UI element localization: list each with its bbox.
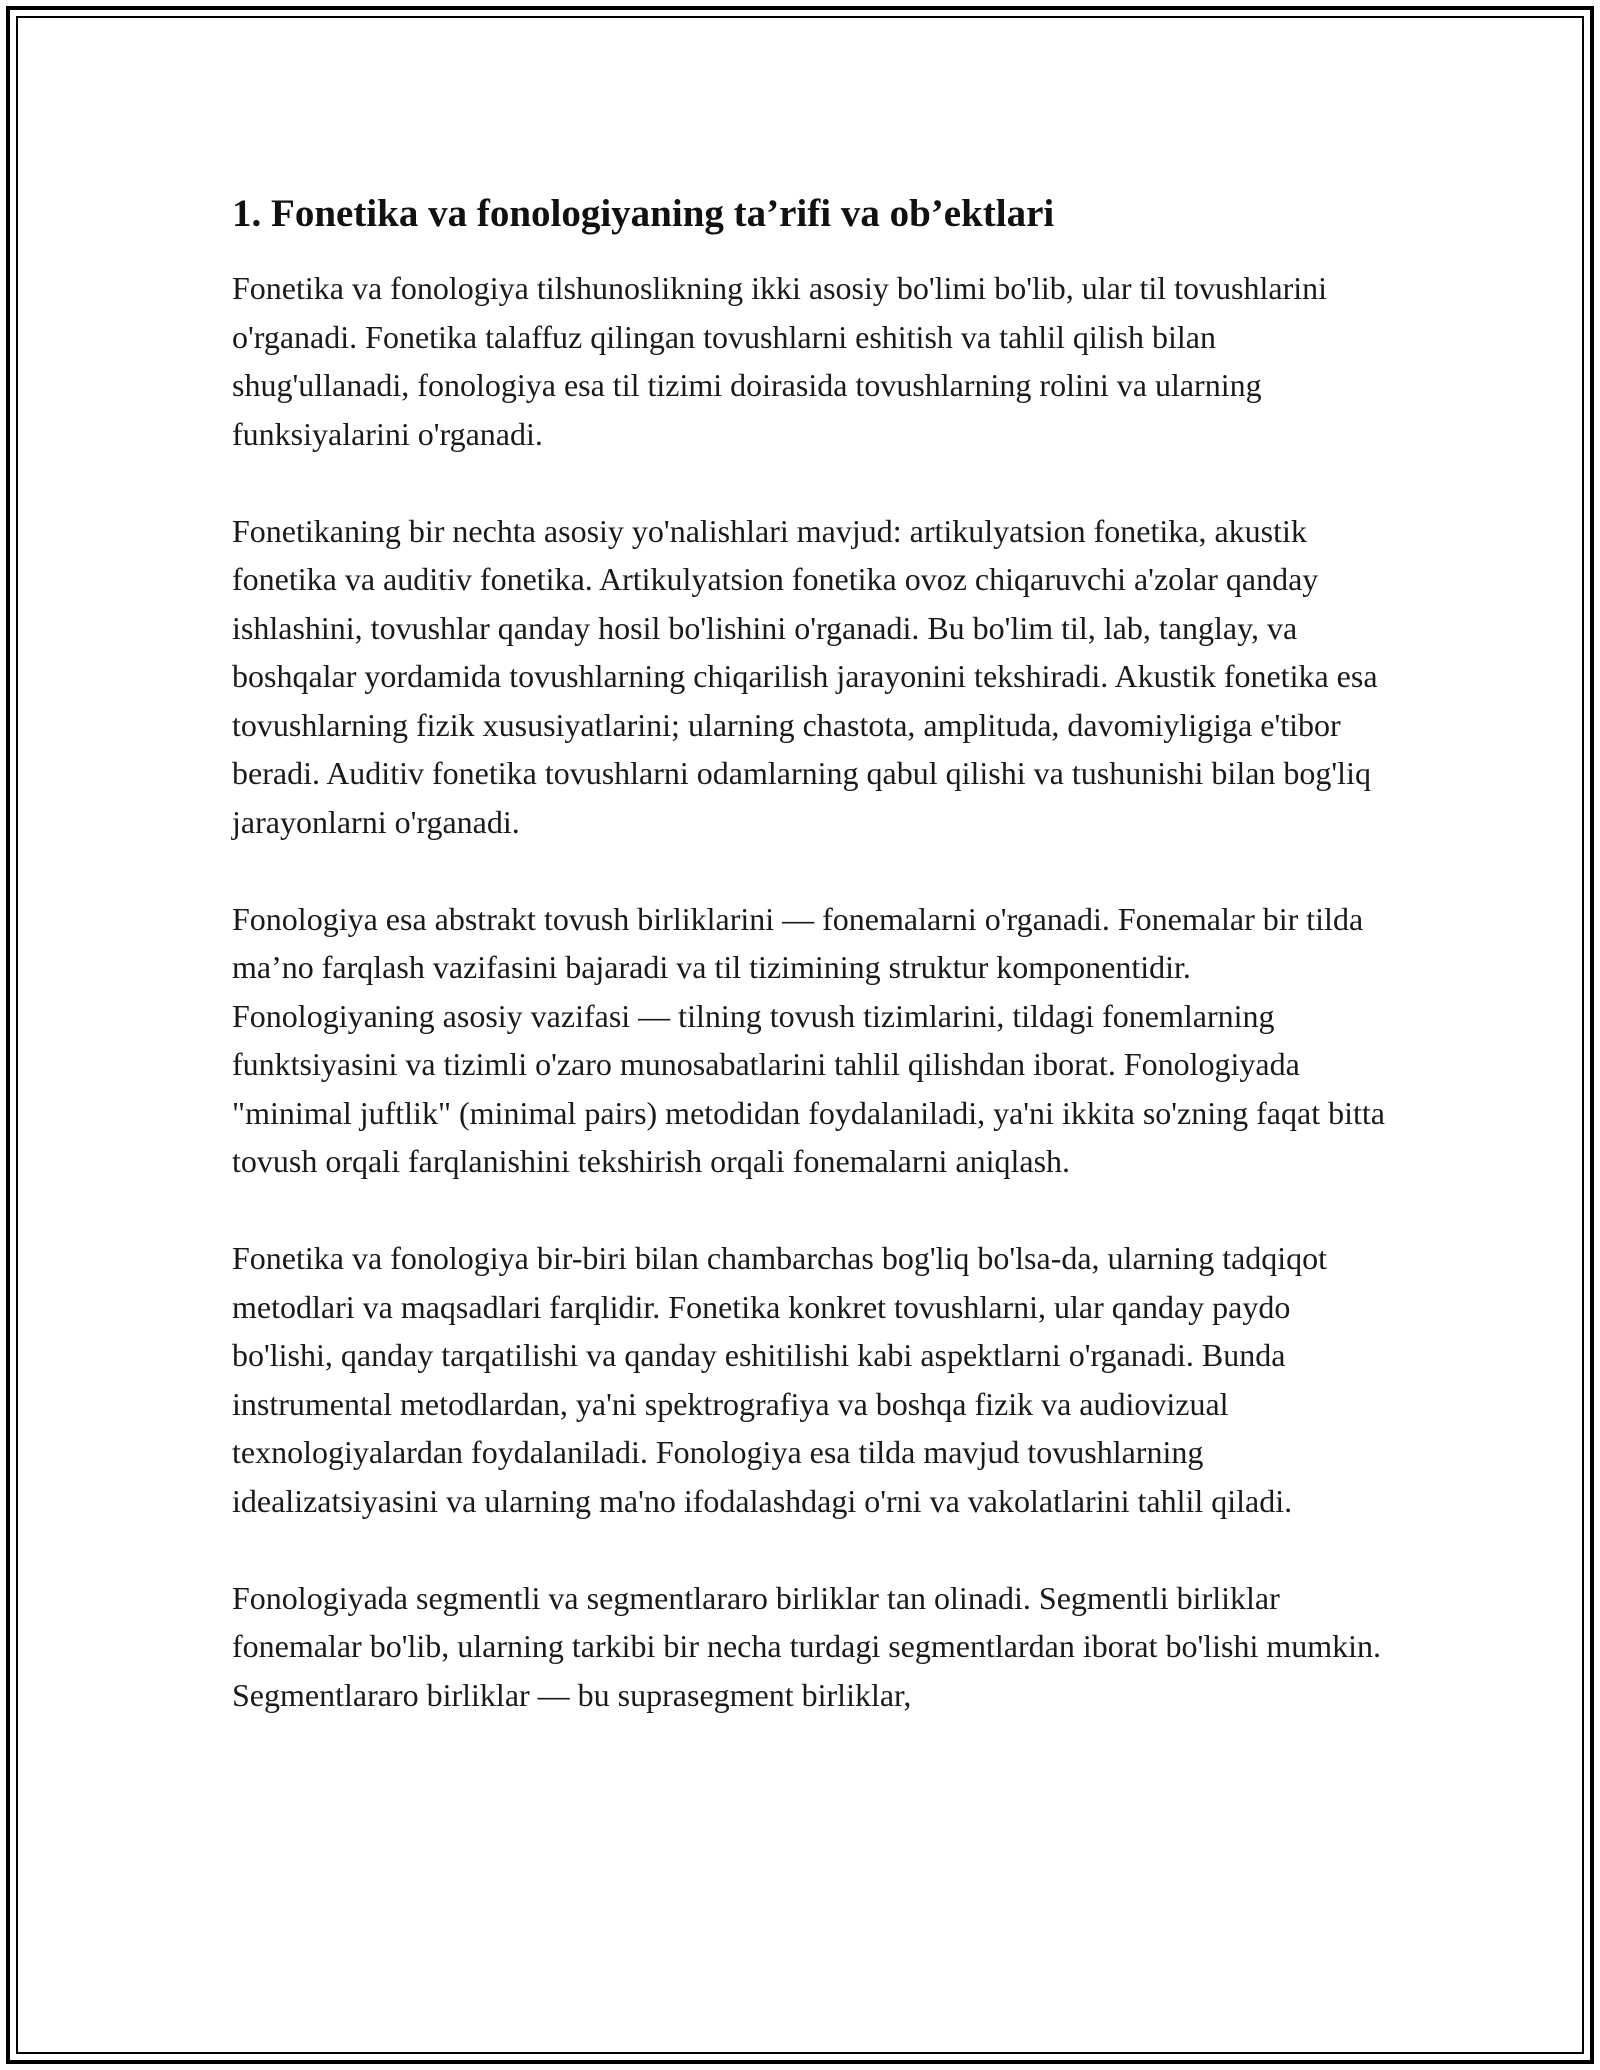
paragraph-1: Fonetika va fonologiya tilshunoslikning ikki asosiy bo'limi bo'lib, ular til tovushlarini o'rganadi. Fonetika talaffuz qilingan tovushlarni eshitish va tahlil qilish bilan shug'ullanadi, fonologiya esa til tizimi doirasida tovushlarning rolini va ularning funksiyalarini o'rganadi. — [232, 270, 1328, 452]
paragraph-2: Fonetikaning bir nechta asosiy yo'nalishlari mavjud: artikulyatsion fonetika, akustik fonetika va auditiv fonetika. Artikulyatsion fonetika ovoz chiqaruvchi a'zolar qanday ishlashini, tovushlar qanday hosil bo'lishini o'rganadi. Bu bo'lim til, lab, tanglay, va boshqalar yordamida tovushlarning chiqarilish jarayonini tekshiradi. Akustik fonetika esa tovushlarning fizik xususiyatlarini; ularning chastota, amplituda, davomiyligiga e'tibor beradi. Auditiv fonetika tovushlarni odamlarning qabul qilishi va tushunishi bilan bog'liq jarayonlarni o'rganadi. — [232, 512, 1378, 840]
paragraph-3: Fonologiya esa abstrakt tovush birliklarini — fonemalarni o'rganadi. Fonemalar bir tilda ma’no farqlash vazifasini bajaradi va til tizimining struktur komponentidir. Fonologiyaning asosiy vazifasi — tilning tovush tizimlarini, tildagi fonemlarning funktsiyasini va tizimli o'zaro munosabatlarini tahlil qilishdan iborat. Fonologiyada "minimal juftlik" (minimal pairs) metodidan foydalaniladi, ya'ni ikkita so'zning faqat bitta tovush orqali farqlanishini tekshirish orqali fonemalarni aniqlash. — [232, 900, 1385, 1179]
section-heading: 1. Fonetika va fonologiyaning ta’rifi va ob’ektlari — [232, 192, 1055, 235]
page-frame — [6, 6, 1594, 2064]
document-body — [232, 190, 1392, 1768]
paragraph-4: Fonetika va fonologiya bir-biri bilan chambarchas bog'liq bo'lsa-da, ularning tadqiqot metodlari va maqsadlari farqlidir. Fonetika konkret tovushlarni, ular qanday paydo bo'lishi, qanday tarqatilishi va qanday eshitilishi kabi aspektlarni o'rganadi. Bunda instrumental metodlardan, ya'ni spektrografiya va boshqa fizik va audiovizual texnologiyalardan foydalaniladi. Fonologiya esa tilda mavjud tovushlarning idealizatsiyasini va ularning ma'no ifodalashdagi o'rni va vakolatlarini tahlil qiladi. — [232, 1240, 1328, 1519]
paragraph-5: Fonologiyada segmentli va segmentlararo birliklar tan olinadi. Segmentli birliklar fonemalar bo'lib, ularning tarkibi bir necha turdagi segmentlardan iborat bo'lishi mumkin. Segmentlararo birliklar — bu suprasegment birliklar, — [232, 1579, 1382, 1713]
